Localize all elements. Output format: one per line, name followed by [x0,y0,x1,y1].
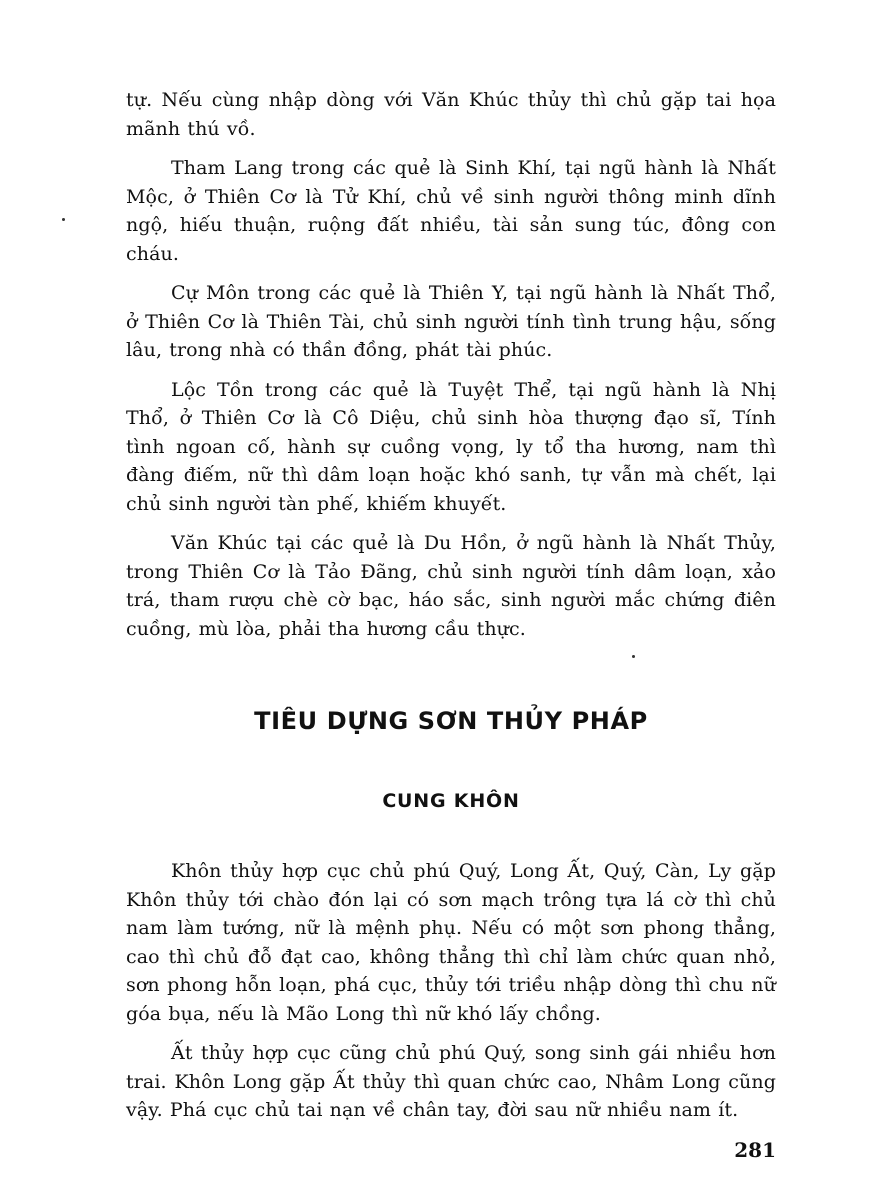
paragraph-loc-ton: Lộc Tồn trong các quẻ là Tuyệt Thể, tại ngũ hành là Nhị Thổ, ở Thiên Cơ là Cô Diệu, chủ sinh hòa thượng đạo sĩ, Tính tình ngoan cố, hành sự cuồng vọng, ly tổ tha hương, nam thì đàng điếm, nữ thì dâm loạn hoặc khó sanh, tự vẫn mà chết, lại chủ sinh người tàn phế, khiếm khuyết. [126,378,776,515]
sub-title: CUNG KHÔN [382,790,520,812]
page-number: 281 [734,1138,776,1162]
paragraph-tham-lang: Tham Lang trong các quẻ là Sinh Khí, tại ngũ hành là Nhất Mộc, ở Thiên Cơ là Tử Khí, chủ về sinh người thông minh dĩnh ngộ, hiếu thuận, ruộng đất nhiều, tài sản sung túc, đông con cháu. [126,157,776,265]
paragraph-at-thuy: Ất thủy hợp cục cũng chủ phú Quý, song sinh gái nhiều hơn trai. Khôn Long gặp Ất thủy thì quan chức cao, Nhâm Long cũng vậy. Phá cục chủ tai nạn về chân tay, đời sau nữ nhiều nam ít. [126,1042,776,1121]
book-page [126,86,776,1176]
scan-speck [62,218,65,221]
paragraph-van-khuc: Văn Khúc tại các quẻ là Du Hồn, ở ngũ hành là Nhất Thủy, trong Thiên Cơ là Tảo Đãng, chủ sinh người tính dâm loạn, xảo trá, tham rượu chè cờ bạc, háo sắc, sinh người mắc chứng điên cuồng, mù lòa, phải tha hương cầu thực. [126,532,776,640]
paragraph-khon-thuy: Khôn thủy hợp cục chủ phú Quý, Long Ất, Quý, Càn, Ly gặp Khôn thủy tới chào đón lại có sơn mạch trông tựa lá cờ thì chủ nam làm tướng, nữ là mệnh phụ. Nếu có một sơn phong thẳng, cao thì chủ đỗ đạt cao, không thẳng thì chỉ làm chức quan nhỏ, sơn phong hỗn loạn, phá cục, thủy tới triều nhập dòng thì chu nữ góa bụa, nếu là Mão Long thì nữ khó lấy chồng. [126,860,776,1025]
paragraph-cu-mon: Cự Môn trong các quẻ là Thiên Y, tại ngũ hành là Nhất Thổ, ở Thiên Cơ là Thiên Tài, chủ sinh người tính tình trung hậu, sống lâu, trong nhà có thần đồng, phát tài phúc. [126,282,776,361]
section-title: TIÊU DỰNG SƠN THỦY PHÁP [254,707,648,735]
paragraph-continuation: tự. Nếu cùng nhập dòng với Văn Khúc thủy thì chủ gặp tai họa mãnh thú vồ. [126,89,776,140]
